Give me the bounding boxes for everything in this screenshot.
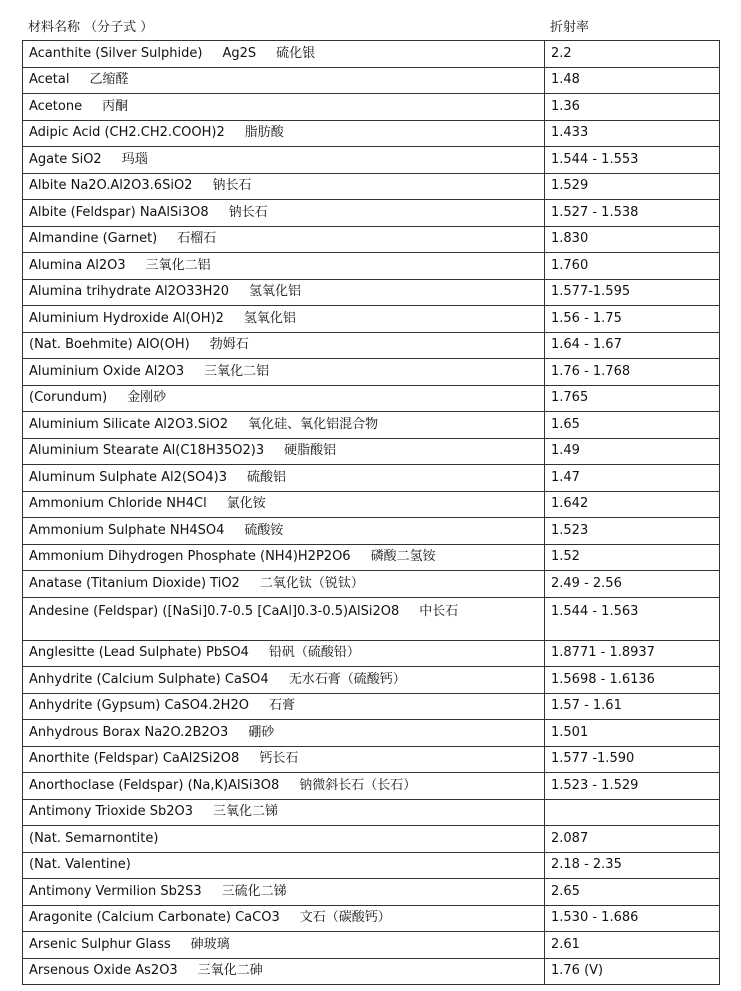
refractive-index-value: 1.530 - 1.686 [545, 905, 720, 932]
refractive-index-value: 1.577-1.595 [545, 279, 720, 306]
refractive-index-value: 1.52 [545, 544, 720, 571]
material-name: Anhydrite (Calcium Sulphate) CaSO4 [29, 671, 269, 687]
column-header-refractive-index: 折射率 [550, 20, 590, 35]
refractive-index-value: 1.5698 - 1.6136 [545, 667, 720, 694]
table-row [23, 852, 720, 879]
material-cell [23, 773, 545, 800]
material-chinese-name: 三氧化二铝 [204, 363, 270, 379]
material-chinese-name: 三硫化二锑 [221, 883, 287, 899]
material-cell [23, 667, 545, 694]
refractive-index-value: 1.760 [545, 253, 720, 280]
refractive-index-value: 2.65 [545, 879, 720, 906]
material-name: Acanthite (Silver Sulphide) [29, 45, 203, 61]
refractive-index-value: 1.642 [545, 491, 720, 518]
table-row [23, 67, 720, 94]
material-chinese-name: 铅矾（硫酸铅） [268, 645, 360, 661]
material-cell [23, 491, 545, 518]
refractive-index-value: 1.48 [545, 67, 720, 94]
material-cell [23, 905, 545, 932]
material-name: Aluminium Stearate Al(C18H35O2)3 [29, 443, 265, 459]
refractive-index-value: 1.47 [545, 465, 720, 492]
refractive-index-value: 1.76 (V) [545, 958, 720, 985]
material-chinese-name: 钙长石 [259, 751, 299, 767]
material-name: Aragonite (Calcium Carbonate) CaCO3 [29, 910, 280, 926]
table-row [23, 359, 720, 386]
refractive-index-value: 1.765 [545, 385, 720, 412]
material-name: Aluminum Sulphate Al2(SO4)3 [29, 469, 228, 485]
material-cell [23, 571, 545, 598]
material-name: Ammonium Sulphate NH4SO4 [29, 522, 225, 538]
material-cell [23, 518, 545, 545]
table-row [23, 905, 720, 932]
material-cell [23, 597, 545, 640]
material-cell [23, 120, 545, 147]
material-cell [23, 826, 545, 853]
table-row [23, 597, 720, 640]
material-cell [23, 640, 545, 667]
table-header [22, 12, 715, 41]
material-chinese-name: 硫酸铝 [247, 469, 287, 485]
material-name: Antimony Trioxide Sb2O3 [29, 804, 194, 820]
refractive-index-value: 1.544 - 1.563 [545, 597, 720, 640]
table-row [23, 465, 720, 492]
material-chinese-name: 钠微斜长石（长石） [299, 777, 417, 793]
material-chinese-name: 钠长石 [212, 178, 252, 194]
material-name: Albite (Feldspar) NaAlSi3O8 [29, 204, 209, 220]
material-cell [23, 720, 545, 747]
material-cell [23, 385, 545, 412]
material-name: (Nat. Semarnontite) [29, 830, 159, 846]
material-name: Aluminium Oxide Al2O3 [29, 363, 185, 379]
material-cell [23, 332, 545, 359]
refractive-index-value: 1.64 - 1.67 [545, 332, 720, 359]
material-name: Anorthoclase (Feldspar) (Na,K)AlSi3O8 [29, 777, 280, 793]
table-row [23, 826, 720, 853]
material-chinese-name: 二氧化钛（锐钛） [259, 575, 364, 591]
material-chinese-name: 硼砂 [248, 724, 275, 740]
refractive-index-value: 1.36 [545, 94, 720, 121]
material-chinese-name: 勃姆石 [209, 337, 249, 353]
material-name: Arsenous Oxide As2O3 [29, 963, 178, 979]
table-row [23, 746, 720, 773]
material-cell [23, 852, 545, 879]
material-cell [23, 173, 545, 200]
refractive-index-value: 1.65 [545, 412, 720, 439]
table-row [23, 693, 720, 720]
table-row [23, 667, 720, 694]
table-row [23, 879, 720, 906]
refractive-index-value: 1.523 - 1.529 [545, 773, 720, 800]
refractive-index-value: 2.087 [545, 826, 720, 853]
refractive-index-value: 1.544 - 1.553 [545, 147, 720, 174]
material-name: Antimony Vermilion Sb2S3 [29, 883, 202, 899]
material-chinese-name: 玛瑙 [121, 151, 148, 167]
material-cell [23, 693, 545, 720]
table-row [23, 253, 720, 280]
refractive-index-value: 1.523 [545, 518, 720, 545]
refractive-index-value: 1.501 [545, 720, 720, 747]
table-row [23, 173, 720, 200]
material-chinese-name: 硫酸铵 [244, 522, 284, 538]
table-row [23, 571, 720, 598]
material-chinese-name: 乙缩醛 [89, 72, 129, 88]
material-chinese-name: 氢氧化铝 [243, 310, 296, 326]
table-row [23, 932, 720, 959]
table-row [23, 226, 720, 253]
material-name: Anhydrous Borax Na2O.2B2O3 [29, 724, 229, 740]
table-row [23, 438, 720, 465]
material-cell [23, 200, 545, 227]
material-name: (Nat. Boehmite) AlO(OH) [29, 337, 190, 353]
material-name: Ammonium Dihydrogen Phosphate (NH4)H2P2O6 [29, 549, 351, 565]
refractive-index-value: 2.2 [545, 41, 720, 68]
material-chinese-name: 无水石膏（硫酸钙） [288, 671, 406, 687]
table-row [23, 332, 720, 359]
material-chinese-name: 硫化银 [276, 45, 316, 61]
table-row [23, 385, 720, 412]
material-chinese-name: 砷玻璃 [190, 936, 230, 952]
material-name: Aluminium Silicate Al2O3.SiO2 [29, 416, 229, 432]
material-cell [23, 932, 545, 959]
material-cell [23, 412, 545, 439]
refractive-index-value: 2.18 - 2.35 [545, 852, 720, 879]
material-name: (Nat. Valentine) [29, 857, 131, 873]
refractive-index-table [22, 40, 720, 985]
material-cell [23, 147, 545, 174]
table-row [23, 640, 720, 667]
material-chinese-name: 氢氧化铝 [249, 284, 302, 300]
refractive-index-value: 1.56 - 1.75 [545, 306, 720, 333]
material-chinese-name: 氧化硅、氧化铝混合物 [248, 416, 379, 432]
table-row [23, 544, 720, 571]
material-cell [23, 253, 545, 280]
material-name: Agate SiO2 [29, 151, 102, 167]
table-row [23, 306, 720, 333]
refractive-index-value: 1.57 - 1.61 [545, 693, 720, 720]
table-row [23, 147, 720, 174]
material-chinese-name: 丙酮 [102, 98, 129, 114]
material-name: Arsenic Sulphur Glass [29, 936, 171, 952]
material-name: Anorthite (Feldspar) CaAl2Si2O8 [29, 751, 240, 767]
material-name: Adipic Acid (CH2.CH2.COOH)2 [29, 125, 225, 141]
material-chinese-name: 中长石 [419, 603, 459, 619]
material-cell [23, 544, 545, 571]
material-cell [23, 958, 545, 985]
material-name: Aluminium Hydroxide Al(OH)2 [29, 310, 224, 326]
refractive-index-value: 1.76 - 1.768 [545, 359, 720, 386]
material-chinese-name: 磷酸二氢铵 [370, 549, 436, 565]
material-name: Anglesitte (Lead Sulphate) PbSO4 [29, 645, 249, 661]
material-chinese-name: 氯化铵 [226, 496, 266, 512]
refractive-index-value: 1.8771 - 1.8937 [545, 640, 720, 667]
material-cell [23, 226, 545, 253]
table-row [23, 120, 720, 147]
material-cell [23, 306, 545, 333]
material-cell [23, 879, 545, 906]
material-chinese-name: 三氧化二锑 [213, 804, 279, 820]
material-cell [23, 67, 545, 94]
refractive-index-value: 1.529 [545, 173, 720, 200]
material-cell [23, 94, 545, 121]
material-cell [23, 41, 545, 68]
table-row [23, 491, 720, 518]
material-cell [23, 359, 545, 386]
material-chinese-name: 金刚砂 [127, 390, 167, 406]
material-name: Almandine (Garnet) [29, 231, 158, 247]
table-row [23, 799, 720, 826]
material-cell [23, 799, 545, 826]
material-cell [23, 746, 545, 773]
material-chinese-name: 文石（碳酸钙） [299, 910, 391, 926]
refractive-index-value: 1.527 - 1.538 [545, 200, 720, 227]
material-formula: Ag2S [222, 45, 257, 61]
refractive-index-value: 1.433 [545, 120, 720, 147]
material-name: Acetal [29, 72, 70, 88]
material-name: Andesine (Feldspar) ([NaSi]0.7-0.5 [CaAl]0.3-0.5)AlSi2O8 [29, 603, 400, 619]
material-name: Albite Na2O.Al2O3.6SiO2 [29, 178, 193, 194]
material-chinese-name: 硬脂酸铝 [284, 443, 337, 459]
refractive-index-sheet [22, 0, 715, 991]
table-row [23, 720, 720, 747]
refractive-index-value: 1.577 -1.590 [545, 746, 720, 773]
table-row [23, 958, 720, 985]
refractive-index-value [545, 799, 720, 826]
material-chinese-name: 三氧化二铝 [145, 257, 211, 273]
material-chinese-name: 石榴石 [177, 231, 217, 247]
refractive-index-value: 1.830 [545, 226, 720, 253]
table-row [23, 94, 720, 121]
refractive-index-value: 1.49 [545, 438, 720, 465]
table-row [23, 279, 720, 306]
material-name: Alumina trihydrate Al2O33H20 [29, 284, 230, 300]
material-name: Anatase (Titanium Dioxide) TiO2 [29, 575, 240, 591]
material-name: Acetone [29, 98, 83, 114]
material-cell [23, 465, 545, 492]
material-cell [23, 438, 545, 465]
table-row [23, 518, 720, 545]
table-row [23, 200, 720, 227]
material-name: (Corundum) [29, 390, 108, 406]
material-name: Alumina Al2O3 [29, 257, 126, 273]
material-name: Ammonium Chloride NH4Cl [29, 496, 207, 512]
material-name: Anhydrite (Gypsum) CaSO4.2H2O [29, 698, 249, 714]
refractive-index-value: 2.61 [545, 932, 720, 959]
material-chinese-name: 三氧化二砷 [197, 963, 263, 979]
table-row [23, 412, 720, 439]
table-row [23, 773, 720, 800]
material-chinese-name: 石膏 [268, 698, 295, 714]
column-header-material: 材料名称 （分子式 ） [28, 20, 154, 35]
refractive-index-value: 2.49 - 2.56 [545, 571, 720, 598]
material-chinese-name: 脂肪酸 [244, 125, 284, 141]
table-row [23, 41, 720, 68]
material-cell [23, 279, 545, 306]
material-chinese-name: 钠长石 [228, 204, 268, 220]
